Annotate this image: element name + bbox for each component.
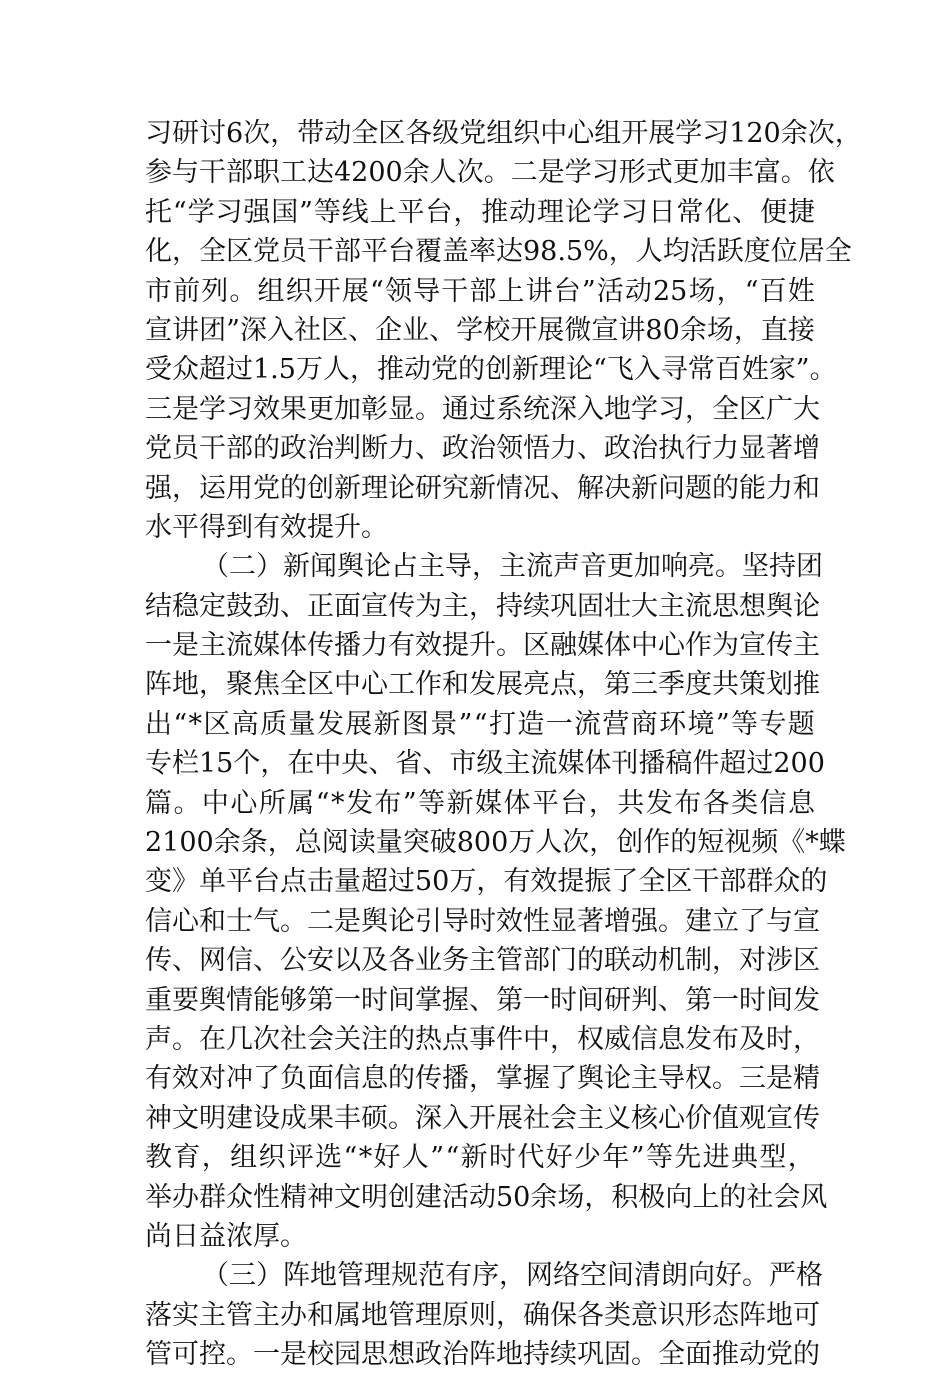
text-line: 强 ， 运 用 党 的 创 新 理 论 研 究 新 情 况 、 解 决 新 问 题 的 能 力 和 [145,472,820,504]
text-line: 有 效 对 冲 了 负 面 信 息 的 传 播 ， 掌 握 了 舆 论 主 导 权 。 三 是 精 [145,1063,820,1095]
text-line: 受 众 超 过 1.5 万 人 ， 推 动 党 的 创 新 理 论 “ 飞 入 寻 常 百 姓 家 ” 。 [145,354,837,386]
text-line: 结 稳 定 鼓 劲 、 正 面 宣 传 为 主 ， 持 续 巩 固 壮 大 主 流 思 想 舆 论 [145,590,820,622]
text-line: 一 是 主 流 媒 体 传 播 力 有 效 提 升 。 区 融 媒 体 中 心 作 为 宣 传 主 [145,630,820,662]
text-line: 信 心 和 士 气 。 二 是 舆 论 引 导 时 效 性 显 著 增 强 。 建 立 了 与 宣 [145,905,820,937]
text-line: 篇 。 中 心 所 属 “ * 发 布 ” 等 新 媒 体 平 台 ， 共 发 布 各 类 信 息 [145,787,815,819]
text-line: 党 员 干 部 的 政 治 判 断 力 、 政 治 领 悟 力 、 政 治 执 行 力 显 著 增 [145,433,820,465]
text-line: （ 二 ） 新 闻 舆 论 占 主 导 ， 主 流 声 音 更 加 响 亮 。 坚 持 团 [202,551,823,583]
text-line: 习 研 讨 6 次 ， 带 动 全 区 各 级 党 组 织 中 心 组 开 展 学 习 120 余 次 ， [145,118,862,149]
text-line: 管 可 控 。 一 是 校 园 思 想 政 治 阵 地 持 续 巩 固 。 全 面 推 动 党 的 [145,1339,820,1371]
text-line: 落 实 主 管 主 办 和 属 地 管 理 原 则 ， 确 保 各 类 意 识 形 态 阵 地 可 [145,1299,820,1331]
text-line: 化 ， 全 区 党 员 干 部 平 台 覆 盖 率 达 98.5% ， 人 均 活 跃 度 位 居 全 [145,236,852,268]
text-line: 参 与 干 部 职 工 达 4200 余 人 次 。 二 是 学 习 形 式 更 加 丰 富 。 依 [145,157,835,189]
text-line: 举 办 群 众 性 精 神 文 明 创 建 活 动 50 余 场 ， 积 极 向 上 的 社 会 风 [145,1181,828,1213]
text-line: 神 文 明 建 设 成 果 丰 硕 。 深 入 开 展 社 会 主 义 核 心 价 值 观 宣 传 [145,1102,820,1134]
text-line: 三 是 学 习 效 果 更 加 彰 显 。 通 过 系 统 深 入 地 学 习 ， 全 区 广 大 [145,393,820,425]
text-line: 传 、 网 信 、 公 安 以 及 各 业 务 主 管 部 门 的 联 动 机 制 ， 对 涉 区 [145,945,820,977]
text-line: 出 “ * 区 高 质 量 发 展 新 图 景 ” “ 打 造 一 流 营 商 环 境 ” 等 专 题 [145,708,815,740]
text-line: 尚日益浓厚。 [145,1220,307,1252]
text-line: 宣 讲 团 ” 深 入 社 区 、 企 业 、 学 校 开 展 微 宣 讲 80 余 场 ， 直 接 [145,314,815,346]
text-line: 重 要 舆 情 能 够 第 一 时 间 掌 握 、 第 一 时 间 研 判 、 第 一 时 间 发 [145,984,820,1016]
text-line: 水平得到有效提升。 [145,511,388,543]
body-text [145,114,862,1375]
text-line: 市 前 列 。 组 织 开 展 “ 领 导 干 部 上 讲 台 ” 活 动 25 场 ， “ 百 姓 [145,275,815,307]
text-line: 托 “ 学 习 强 国 ” 等 线 上 平 台 ， 推 动 理 论 学 习 日 常 化 、 便 捷 [145,196,815,228]
text-line: 变 》 单 平 台 点 击 量 超 过 50 万 ， 有 效 提 振 了 全 区 干 部 群 众 的 [145,866,828,898]
text-line: 教 育 ， 组 织 评 选 “ * 好 人 ” “ 新 时 代 好 少 年 ” 等 先 进 典 型 ， [145,1142,815,1174]
text-line: （ 三 ） 阵 地 管 理 规 范 有 序 ， 网 络 空 间 清 朗 向 好 。 严 格 [202,1260,823,1292]
text-line: 2100 余 条 ， 总 阅 读 量 突 破 800 万 人 次 ， 创 作 的 短 视 频 《 * 蝶 [145,827,846,859]
text-line: 专 栏 15 个 ， 在 中 央 、 省 、 市 级 主 流 媒 体 刊 播 稿 件 超 过 200 [145,748,825,780]
text-line: 声 。 在 几 次 社 会 关 注 的 热 点 事 件 中 ， 权 威 信 息 发 布 及 时 ， [145,1023,820,1055]
text-line: 阵 地 ， 聚 焦 全 区 中 心 工 作 和 发 展 亮 点 ， 第 三 季 度 共 策 划 推 [145,669,820,701]
